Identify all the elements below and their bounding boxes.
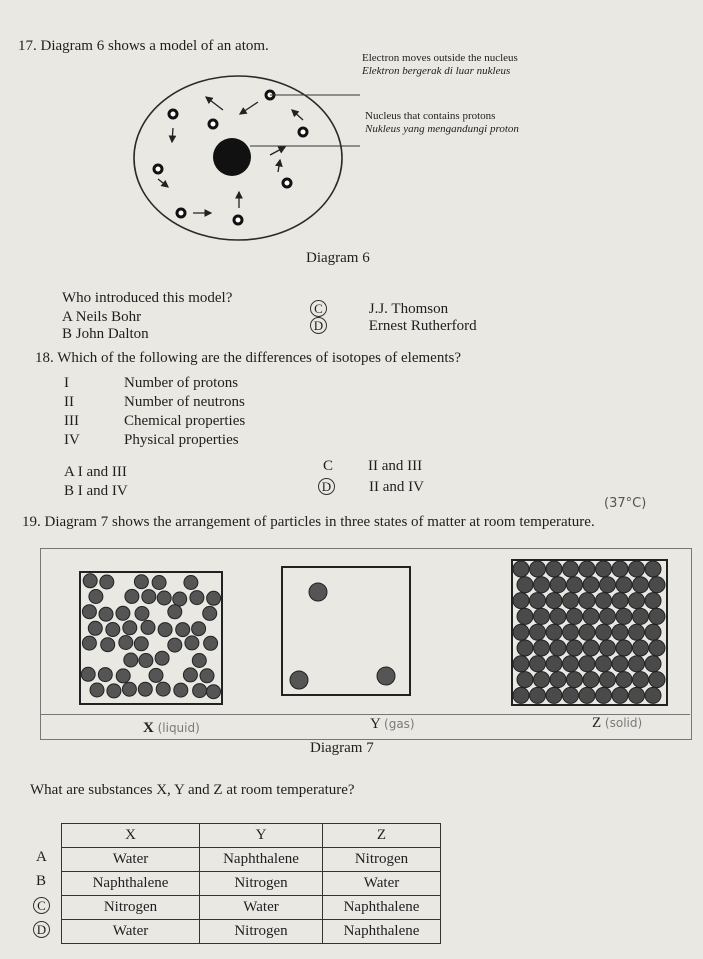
diagram6-caption: Diagram 6 xyxy=(306,250,370,266)
solid-particle xyxy=(567,608,583,624)
solid-particle xyxy=(513,593,529,609)
electron xyxy=(169,110,177,118)
label-nucleus-en: Nucleus that contains protons xyxy=(365,110,496,122)
liquid-particle xyxy=(123,621,137,635)
table-header-x: X xyxy=(62,824,200,848)
solid-particle xyxy=(583,672,599,688)
q18-option-c[interactable]: C II and III xyxy=(323,458,423,474)
solid-particle xyxy=(517,608,533,624)
table-row[interactable]: Nitrogen Water Naphthalene xyxy=(62,896,441,920)
liquid-particle xyxy=(141,620,155,634)
liquid-particle xyxy=(125,589,139,603)
liquid-particle xyxy=(90,683,104,697)
solid-particle xyxy=(550,672,566,688)
solid-particle xyxy=(517,672,533,688)
liquid-particle xyxy=(101,638,115,652)
solid-particle xyxy=(596,561,612,577)
solid-particle xyxy=(579,656,595,672)
liquid-particle xyxy=(116,606,130,620)
liquid-particle xyxy=(184,576,198,590)
liquid-particle xyxy=(106,623,120,637)
solid-particle xyxy=(513,687,529,703)
solid-particle xyxy=(633,577,649,593)
solid-particle xyxy=(600,640,616,656)
liquid-particle xyxy=(83,574,97,588)
liquid-particle xyxy=(207,591,221,605)
liquid-particles xyxy=(81,574,220,699)
q19-option-c-letter[interactable]: C xyxy=(33,897,50,915)
solid-particle xyxy=(546,561,562,577)
solid-particle xyxy=(649,577,665,593)
solid-particle xyxy=(567,577,583,593)
solid-particle xyxy=(546,624,562,640)
solid-particle xyxy=(629,624,645,640)
solid-particle xyxy=(596,593,612,609)
liquid-particle xyxy=(107,684,121,698)
solid-particle xyxy=(550,640,566,656)
liquid-particle xyxy=(190,591,204,605)
solid-particle xyxy=(567,640,583,656)
solid-particle xyxy=(513,656,529,672)
atom-model-diagram xyxy=(120,60,365,260)
solid-particle xyxy=(530,593,546,609)
liquid-particle xyxy=(173,592,187,606)
q17-number: 17. xyxy=(18,38,37,54)
solid-particle xyxy=(530,561,546,577)
panel-y-particles xyxy=(280,565,415,700)
solid-particle xyxy=(530,687,546,703)
liquid-particle xyxy=(185,636,199,650)
solid-particle xyxy=(530,656,546,672)
liquid-particle xyxy=(204,636,218,650)
liquid-particle xyxy=(142,590,156,604)
q17-option-b[interactable]: B John Dalton xyxy=(62,326,149,342)
solid-particle xyxy=(546,593,562,609)
q18-question: Which of the following are the differences of isotopes of elements? xyxy=(57,350,461,366)
solid-particles xyxy=(513,561,665,703)
solid-particle xyxy=(534,672,550,688)
liquid-particle xyxy=(100,575,114,589)
solid-particle xyxy=(579,687,595,703)
label-electron-en: Electron moves outside the nucleus xyxy=(362,52,518,64)
table-header-row xyxy=(62,824,441,848)
solid-particle xyxy=(629,561,645,577)
liquid-particle xyxy=(157,591,171,605)
q17-option-c[interactable]: C J.J. Thomson xyxy=(310,300,448,318)
liquid-particle xyxy=(203,606,217,620)
q19-heading xyxy=(22,514,595,531)
liquid-particle xyxy=(122,682,136,696)
solid-particle xyxy=(645,656,661,672)
liquid-particle xyxy=(152,576,166,590)
q19-option-a-letter[interactable]: A xyxy=(36,849,47,865)
solid-particle xyxy=(567,672,583,688)
solid-particle xyxy=(563,656,579,672)
liquid-particle xyxy=(138,682,152,696)
liquid-particle xyxy=(82,636,96,650)
solid-particle xyxy=(612,561,628,577)
q19-option-b-letter[interactable]: B xyxy=(36,873,47,889)
liquid-particle xyxy=(81,667,95,681)
solid-particle xyxy=(612,687,628,703)
table-row[interactable]: Water Nitrogen Naphthalene xyxy=(62,920,441,944)
q19-answer-table xyxy=(61,823,441,944)
electron xyxy=(154,165,162,173)
solid-particle xyxy=(550,577,566,593)
q19-text: Diagram 7 shows the arrangement of particles in three states of matter at room temperature. xyxy=(44,514,595,530)
solid-particle xyxy=(633,640,649,656)
liquid-particle xyxy=(135,607,149,621)
liquid-particle xyxy=(149,668,163,682)
liquid-particle xyxy=(192,622,206,636)
solid-particle xyxy=(596,656,612,672)
solid-particle xyxy=(600,577,616,593)
liquid-particle xyxy=(174,683,188,697)
gas-particles xyxy=(290,583,395,689)
electron xyxy=(299,128,307,136)
solid-particle xyxy=(649,672,665,688)
solid-particle xyxy=(629,593,645,609)
diagram7-caption: Diagram 7 xyxy=(310,740,374,756)
electron xyxy=(283,179,291,187)
panel-z-label: Z (solid) xyxy=(592,715,643,731)
liquid-particle xyxy=(168,638,182,652)
solid-particle xyxy=(612,624,628,640)
solid-particle xyxy=(563,624,579,640)
solid-particle xyxy=(629,656,645,672)
solid-particle xyxy=(616,672,632,688)
solid-particle xyxy=(583,577,599,593)
nucleus xyxy=(213,138,251,176)
label-electron-ms: Elektron bergerak di luar nukleus xyxy=(362,65,511,77)
q17-text: Diagram 6 shows a model of an atom. xyxy=(40,38,269,54)
q18-option-a[interactable]: A I and III xyxy=(64,464,127,480)
q18-statement-4: IV Physical properties xyxy=(64,432,239,448)
q17-option-a[interactable]: A Neils Bohr xyxy=(62,309,142,325)
liquid-particle xyxy=(134,637,148,651)
solid-particle xyxy=(596,624,612,640)
solid-particle xyxy=(645,687,661,703)
solid-particle xyxy=(616,577,632,593)
solid-particle xyxy=(579,593,595,609)
solid-particle xyxy=(645,624,661,640)
q18-heading xyxy=(35,350,461,367)
solid-particle xyxy=(546,656,562,672)
liquid-particle xyxy=(156,682,170,696)
solid-particle xyxy=(534,608,550,624)
liquid-particle xyxy=(183,668,197,682)
liquid-particle xyxy=(200,669,214,683)
solid-particle xyxy=(583,640,599,656)
solid-particle xyxy=(612,593,628,609)
table-header-y: Y xyxy=(200,824,323,848)
liquid-particle xyxy=(88,621,102,635)
q18-option-d[interactable]: D II and IV xyxy=(318,478,424,496)
table-row[interactable]: Water Naphthalene Nitrogen xyxy=(62,848,441,872)
liquid-particle xyxy=(119,636,133,650)
liquid-particle xyxy=(116,669,130,683)
liquid-particle xyxy=(192,654,206,668)
electron xyxy=(209,120,217,128)
solid-particle xyxy=(579,561,595,577)
electron xyxy=(177,209,185,217)
liquid-particle xyxy=(124,653,138,667)
panel-y-label: Y (gas) xyxy=(370,716,415,732)
panel-x-particles xyxy=(78,570,228,710)
q19-option-d-letter[interactable]: D xyxy=(33,921,50,939)
panel-x-label: X (liquid) xyxy=(143,720,200,736)
solid-particle xyxy=(616,640,632,656)
solid-particle xyxy=(534,640,550,656)
liquid-particle xyxy=(139,654,153,668)
liquid-particle xyxy=(176,623,190,637)
liquid-particle xyxy=(193,684,207,698)
liquid-particle xyxy=(99,607,113,621)
table-row[interactable]: Naphthalene Nitrogen Water xyxy=(62,872,441,896)
q18-statement-2: II Number of neutrons xyxy=(64,394,245,410)
liquid-particle xyxy=(98,668,112,682)
solid-particle xyxy=(546,687,562,703)
solid-particle xyxy=(534,577,550,593)
solid-particle xyxy=(517,640,533,656)
solid-particle xyxy=(517,577,533,593)
q18-statement-3: III Chemical properties xyxy=(64,413,246,429)
handwritten-temperature: (37°C) xyxy=(604,496,647,511)
solid-particle xyxy=(645,561,661,577)
label-nucleus-ms: Nukleus yang mengandungi proton xyxy=(365,123,519,135)
solid-particle xyxy=(649,608,665,624)
solid-particle xyxy=(629,687,645,703)
q18-number: 18. xyxy=(35,350,54,366)
solid-particle xyxy=(633,672,649,688)
solid-particle xyxy=(600,608,616,624)
solid-particle xyxy=(596,687,612,703)
solid-particle xyxy=(530,624,546,640)
solid-particle xyxy=(612,656,628,672)
q17-option-d[interactable]: D Ernest Rutherford xyxy=(310,317,477,335)
liquid-particle xyxy=(82,605,96,619)
q19-question: What are substances X, Y and Z at room temperature? xyxy=(30,782,355,798)
solid-particle xyxy=(633,608,649,624)
liquid-particle xyxy=(168,605,182,619)
solid-particle xyxy=(645,593,661,609)
solid-particle xyxy=(616,608,632,624)
q17-question: Who introduced this model? xyxy=(62,290,233,306)
q19-number: 19. xyxy=(22,514,41,530)
liquid-particle xyxy=(158,623,172,637)
solid-particle xyxy=(550,608,566,624)
panel-z-particles xyxy=(510,558,670,708)
table-header-z: Z xyxy=(323,824,441,848)
solid-particle xyxy=(513,561,529,577)
q18-statement-1: I Number of protons xyxy=(64,375,239,391)
q18-option-b[interactable]: B I and IV xyxy=(64,483,128,499)
solid-particle xyxy=(513,624,529,640)
liquid-particle xyxy=(134,575,148,589)
solid-particle xyxy=(600,672,616,688)
solid-particle xyxy=(649,640,665,656)
solid-particle xyxy=(563,561,579,577)
electron xyxy=(234,216,242,224)
q17-heading xyxy=(18,38,269,55)
solid-particle xyxy=(563,593,579,609)
solid-particle xyxy=(583,608,599,624)
liquid-particle xyxy=(207,685,221,699)
solid-particle xyxy=(563,687,579,703)
liquid-particle xyxy=(155,651,169,665)
solid-particle xyxy=(579,624,595,640)
liquid-particle xyxy=(89,590,103,604)
